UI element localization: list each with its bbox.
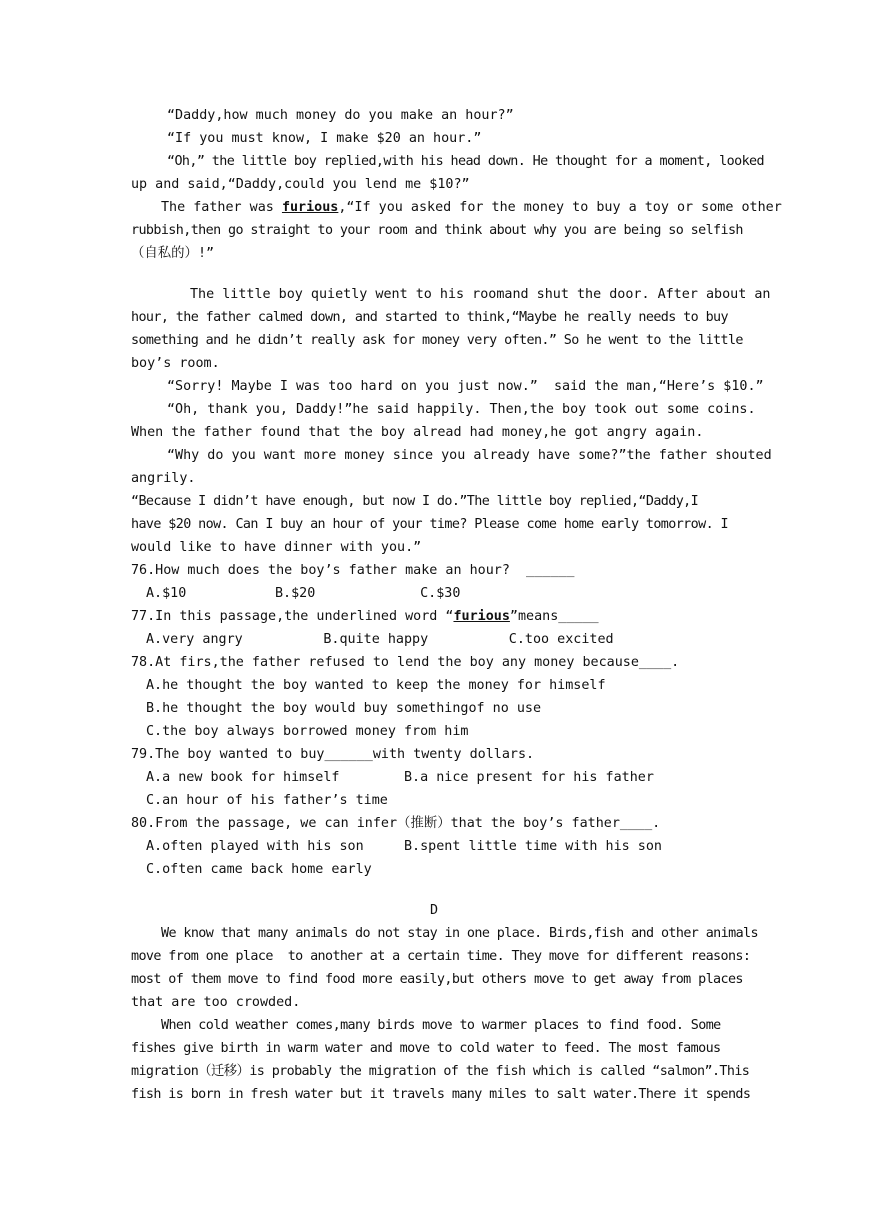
story-line: “Because I didn’t have enough, but now I do.”The little boy replied,“Daddy,I xyxy=(131,494,699,509)
passage-line: move from one place to another at a certain time. They move for different reasons: xyxy=(131,949,751,964)
underlined-word: furious xyxy=(453,609,510,624)
question-76-options: A.$10 B.$20 C.$30 xyxy=(146,586,461,601)
question-79-options-ab: A.a new book for himself B.a nice present for his father xyxy=(146,770,654,785)
passage-line: We know that many animals do not stay in one place. Birds,fish and other animals xyxy=(161,926,758,941)
story-line: “Sorry! Maybe I was too hard on you just now.” said the man,“Here’s $10.” xyxy=(167,379,764,394)
story-line: up and said,“Daddy,could you lend me $10?” xyxy=(131,177,470,192)
question-79: 79.The boy wanted to buy______with twenty dollars. xyxy=(131,747,535,762)
passage-line: fish is born in fresh water but it travels many miles to salt water.There it spends xyxy=(131,1087,751,1102)
passage-line: that are too crowded. xyxy=(131,995,301,1010)
story-line: The little boy quietly went to his roomand shut the door. After about an xyxy=(190,287,771,302)
story-line: “If you must know, I make $20 an hour.” xyxy=(167,131,482,146)
question-text: ”means_____ xyxy=(509,609,599,624)
question-text: 77.In this passage,the underlined word “ xyxy=(131,609,454,624)
passage-line: fishes give birth in warm water and move to cold water to feed. The most famous xyxy=(131,1041,721,1056)
question-77-options: A.very angry B.quite happy C.too excited xyxy=(146,632,614,647)
story-line: （自私的）!” xyxy=(131,246,215,261)
question-79-option-c: C.an hour of his father’s time xyxy=(146,793,388,808)
section-heading: D xyxy=(429,903,439,918)
story-line: hour, the father calmed down, and started to think,“Maybe he really needs to buy xyxy=(131,310,728,325)
underlined-word: furious xyxy=(281,200,339,215)
story-line: boy’s room. xyxy=(131,356,220,371)
question-77 xyxy=(131,605,737,628)
passage-line: migration（迁移）is probably the migration of the fish which is called “salmon”.This xyxy=(131,1064,750,1079)
question-78: 78.At firs,the father refused to lend the boy any money because____. xyxy=(131,655,680,670)
question-78-option-b: B.he thought the boy would buy somethingof no use xyxy=(146,701,542,716)
story-line: “Oh, thank you, Daddy!”he said happily. Then,the boy took out some coins. xyxy=(167,402,756,417)
question-80-options-ab: A.often played with his son B.spent little time with his son xyxy=(146,839,662,854)
question-80-option-c: C.often came back home early xyxy=(146,862,372,877)
story-line: rubbish,then go straight to your room and think about why you are being so selfish xyxy=(131,223,743,238)
question-76: 76.How much does the boy’s father make an hour? ______ xyxy=(131,563,575,578)
story-text: ,“If you asked for the money to buy a toy or some other xyxy=(338,200,782,215)
document-page xyxy=(131,104,782,1106)
story-line xyxy=(131,196,782,219)
story-line: angrily. xyxy=(131,471,196,486)
question-78-option-c: C.the boy always borrowed money from him xyxy=(146,724,469,739)
story-line: have $20 now. Can I buy an hour of your time? Please come home early tomorrow. I xyxy=(131,517,728,532)
story-line: would like to have dinner with you.” xyxy=(131,540,422,555)
passage-line: When cold weather comes,many birds move to warmer places to find food. Some xyxy=(161,1018,721,1033)
paragraph-gap xyxy=(131,265,737,283)
story-text: The father was xyxy=(161,200,282,215)
story-line: something and he didn’t really ask for money very often.” So he went to the little xyxy=(131,333,743,348)
story-line: “Daddy,how much money do you make an hour?” xyxy=(167,108,514,123)
section-gap xyxy=(131,881,737,899)
question-80: 80.From the passage, we can infer（推断）that the boy’s father____. xyxy=(131,816,661,831)
question-78-option-a: A.he thought the boy wanted to keep the money for himself xyxy=(146,678,606,693)
passage-line: most of them move to find food more easily,but others move to get away from places xyxy=(131,972,743,987)
story-line: “Why do you want more money since you already have some?”the father shouted xyxy=(167,448,772,463)
story-line: When the father found that the boy alread had money,he got angry again. xyxy=(131,425,704,440)
story-line: “Oh,” the little boy replied,with his head down. He thought for a moment, looked xyxy=(167,154,764,169)
